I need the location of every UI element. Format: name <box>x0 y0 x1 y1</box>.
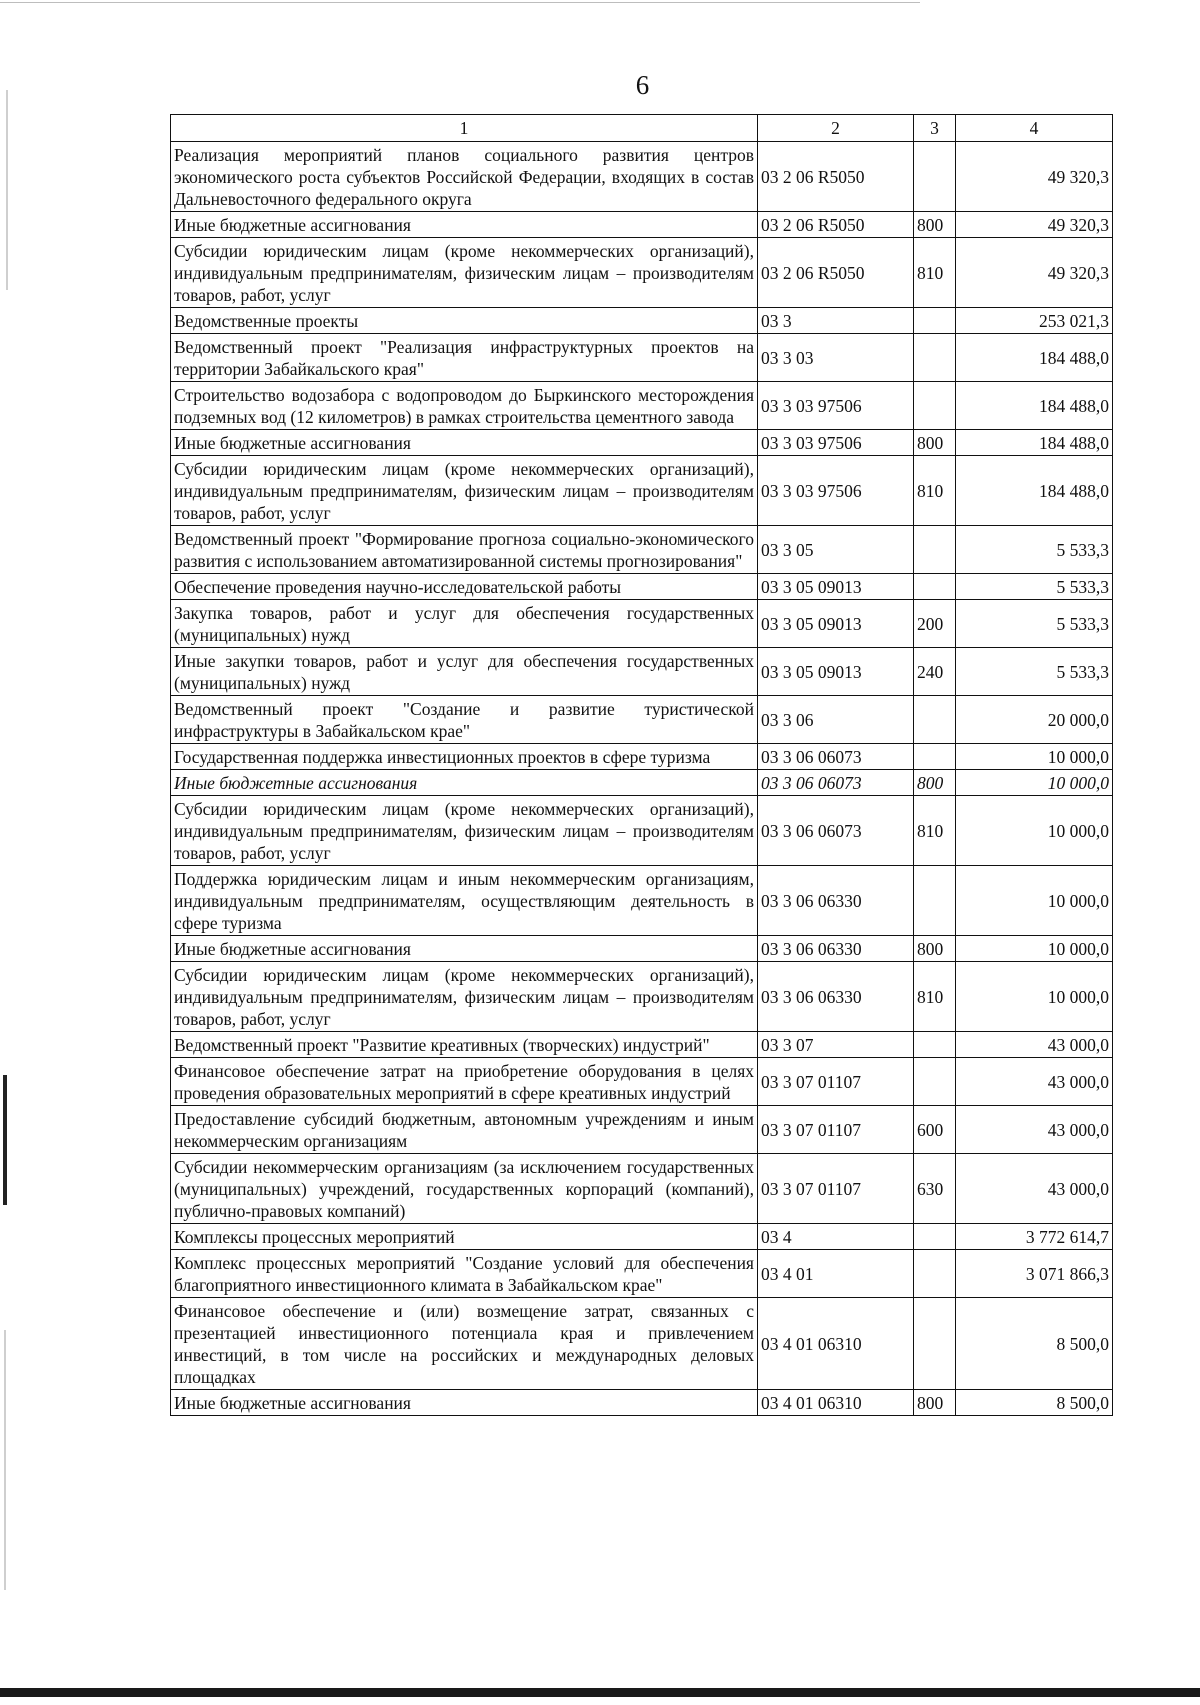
scan-edge-mark <box>6 90 8 290</box>
row-type-cell: 800 <box>914 430 956 456</box>
row-code-cell: 03 3 06 <box>758 696 914 744</box>
table-row <box>171 334 1113 382</box>
row-amount-cell: 253 021,3 <box>956 308 1113 334</box>
table-row <box>171 936 1113 962</box>
row-name-cell: Обеспечение проведения научно-исследовательской работы <box>171 574 758 600</box>
scan-top-rule <box>0 2 920 3</box>
row-type-cell: 800 <box>914 936 956 962</box>
row-type-cell <box>914 1250 956 1298</box>
row-name-cell: Иные бюджетные ассигнования <box>171 936 758 962</box>
row-type-cell <box>914 382 956 430</box>
row-amount-cell: 184 488,0 <box>956 430 1113 456</box>
row-amount-cell: 49 320,3 <box>956 212 1113 238</box>
row-code-cell: 03 3 06 06073 <box>758 796 914 866</box>
row-type-cell <box>914 574 956 600</box>
row-name-cell: Закупка товаров, работ и услуг для обеспечения государственных (муниципальных) нужд <box>171 600 758 648</box>
table-row <box>171 866 1113 936</box>
table-row <box>171 600 1113 648</box>
scan-bottom-edge <box>0 1688 1200 1697</box>
row-name-cell: Ведомственный проект "Развитие креативных (творческих) индустрий" <box>171 1032 758 1058</box>
page-number: 6 <box>635 70 650 100</box>
row-type-cell: 810 <box>914 962 956 1032</box>
row-type-cell: 800 <box>914 1390 956 1416</box>
row-type-cell <box>914 1298 956 1390</box>
row-amount-cell: 10 000,0 <box>956 962 1113 1032</box>
table-row <box>171 1224 1113 1250</box>
row-code-cell: 03 3 06 06073 <box>758 744 914 770</box>
row-name-cell: Комплекс процессных мероприятий "Создание условий для обеспечения благоприятного инвестиционного климата в Забайкальском крае" <box>171 1250 758 1298</box>
row-amount-cell: 184 488,0 <box>956 382 1113 430</box>
table-body <box>171 142 1113 1416</box>
row-type-cell: 810 <box>914 238 956 308</box>
row-name-cell: Финансовое обеспечение затрат на приобретение оборудования в целях проведения образовательных мероприятий в сфере креативных индустрий <box>171 1058 758 1106</box>
row-name-cell: Ведомственный проект "Реализация инфраструктурных проектов на территории Забайкальского края" <box>171 334 758 382</box>
row-amount-cell: 43 000,0 <box>956 1106 1113 1154</box>
row-code-cell: 03 3 05 09013 <box>758 600 914 648</box>
row-amount-cell: 10 000,0 <box>956 796 1113 866</box>
row-name-cell: Предоставление субсидий бюджетным, автономным учреждениям и иным некоммерческим организациям <box>171 1106 758 1154</box>
table-header-row <box>171 115 1113 142</box>
row-type-cell <box>914 744 956 770</box>
row-type-cell <box>914 308 956 334</box>
row-code-cell: 03 4 01 06310 <box>758 1390 914 1416</box>
row-amount-cell: 5 533,3 <box>956 526 1113 574</box>
row-name-cell: Субсидии юридическим лицам (кроме некоммерческих организаций), индивидуальным предпринимателям, физическим лицам – производителям товаров, работ, услуг <box>171 962 758 1032</box>
table-row <box>171 142 1113 212</box>
row-type-cell: 200 <box>914 600 956 648</box>
table-row <box>171 1032 1113 1058</box>
row-code-cell: 03 3 06 06330 <box>758 962 914 1032</box>
row-type-cell <box>914 1032 956 1058</box>
row-type-cell: 630 <box>914 1154 956 1224</box>
row-amount-cell: 49 320,3 <box>956 142 1113 212</box>
row-type-cell <box>914 1058 956 1106</box>
column-header-code: 2 <box>758 115 914 142</box>
row-code-cell: 03 3 06 06330 <box>758 936 914 962</box>
table-row <box>171 1154 1113 1224</box>
row-code-cell: 03 2 06 R5050 <box>758 142 914 212</box>
row-code-cell: 03 3 <box>758 308 914 334</box>
row-name-cell: Реализация мероприятий планов социального развития центров экономического роста субъектов Российской Федерации, входящих в состав Дальневосточного федерального округа <box>171 142 758 212</box>
row-name-cell: Государственная поддержка инвестиционных проектов в сфере туризма <box>171 744 758 770</box>
row-type-cell <box>914 334 956 382</box>
table-row <box>171 962 1113 1032</box>
row-amount-cell: 43 000,0 <box>956 1058 1113 1106</box>
table-row <box>171 382 1113 430</box>
column-header-name: 1 <box>171 115 758 142</box>
row-type-cell: 800 <box>914 212 956 238</box>
row-name-cell: Комплексы процессных мероприятий <box>171 1224 758 1250</box>
table-row <box>171 238 1113 308</box>
scan-edge-mark <box>4 1330 6 1590</box>
table-row <box>171 1298 1113 1390</box>
row-name-cell: Иные бюджетные ассигнования <box>171 430 758 456</box>
row-code-cell: 03 3 03 97506 <box>758 456 914 526</box>
row-amount-cell: 10 000,0 <box>956 936 1113 962</box>
table-row <box>171 744 1113 770</box>
table-row <box>171 212 1113 238</box>
table-row <box>171 796 1113 866</box>
row-name-cell: Субсидии некоммерческим организациям (за исключением государственных (муниципальных) учреждений, государственных корпораций (компаний), публично-правовых компаний) <box>171 1154 758 1224</box>
column-header-amount: 4 <box>956 115 1113 142</box>
table-row <box>171 648 1113 696</box>
row-amount-cell: 3 071 866,3 <box>956 1250 1113 1298</box>
row-code-cell: 03 4 <box>758 1224 914 1250</box>
row-code-cell: 03 3 07 01107 <box>758 1154 914 1224</box>
row-code-cell: 03 3 06 06330 <box>758 866 914 936</box>
row-type-cell <box>914 526 956 574</box>
row-amount-cell: 8 500,0 <box>956 1298 1113 1390</box>
row-amount-cell: 3 772 614,7 <box>956 1224 1113 1250</box>
row-name-cell: Субсидии юридическим лицам (кроме некоммерческих организаций), индивидуальным предпринимателям, физическим лицам – производителям товаров, работ, услуг <box>171 456 758 526</box>
column-header-type: 3 <box>914 115 956 142</box>
row-type-cell: 810 <box>914 456 956 526</box>
row-name-cell: Субсидии юридическим лицам (кроме некоммерческих организаций), индивидуальным предпринимателям, физическим лицам – производителям товаров, работ, услуг <box>171 238 758 308</box>
table-row <box>171 696 1113 744</box>
budget-table <box>170 114 1113 1416</box>
row-amount-cell: 43 000,0 <box>956 1032 1113 1058</box>
row-amount-cell: 10 000,0 <box>956 770 1113 796</box>
row-type-cell: 810 <box>914 796 956 866</box>
row-type-cell: 600 <box>914 1106 956 1154</box>
table-row <box>171 1250 1113 1298</box>
row-name-cell: Поддержка юридическим лицам и иным некоммерческим организациям, индивидуальным предпринимателям, осуществляющим деятельность в сфере туризма <box>171 866 758 936</box>
table-row <box>171 574 1113 600</box>
row-code-cell: 03 3 07 01107 <box>758 1058 914 1106</box>
row-amount-cell: 10 000,0 <box>956 866 1113 936</box>
row-amount-cell: 5 533,3 <box>956 648 1113 696</box>
row-name-cell: Ведомственные проекты <box>171 308 758 334</box>
table-row <box>171 770 1113 796</box>
row-code-cell: 03 3 07 <box>758 1032 914 1058</box>
row-name-cell: Иные бюджетные ассигнования <box>171 1390 758 1416</box>
row-type-cell <box>914 866 956 936</box>
row-name-cell: Строительство водозабора с водопроводом до Быркинского месторождения подземных вод (12 километров) в рамках строительства цементного завода <box>171 382 758 430</box>
row-code-cell: 03 2 06 R5050 <box>758 212 914 238</box>
row-amount-cell: 184 488,0 <box>956 334 1113 382</box>
row-name-cell: Субсидии юридическим лицам (кроме некоммерческих организаций), индивидуальным предпринимателям, физическим лицам – производителям товаров, работ, услуг <box>171 796 758 866</box>
table-row <box>171 308 1113 334</box>
row-type-cell: 800 <box>914 770 956 796</box>
row-name-cell: Иные бюджетные ассигнования <box>171 770 758 796</box>
row-code-cell: 03 4 01 <box>758 1250 914 1298</box>
row-code-cell: 03 3 05 09013 <box>758 574 914 600</box>
row-amount-cell: 184 488,0 <box>956 456 1113 526</box>
table-row <box>171 1058 1113 1106</box>
row-amount-cell: 20 000,0 <box>956 696 1113 744</box>
scan-edge-mark <box>3 1075 7 1205</box>
row-code-cell: 03 2 06 R5050 <box>758 238 914 308</box>
row-name-cell: Иные бюджетные ассигнования <box>171 212 758 238</box>
table-row <box>171 1390 1113 1416</box>
row-amount-cell: 5 533,3 <box>956 600 1113 648</box>
row-name-cell: Финансовое обеспечение и (или) возмещение затрат, связанных с презентацией инвестиционного потенциала края и привлечением инвестиций, в том числе на российских и международных деловых площадках <box>171 1298 758 1390</box>
row-type-cell <box>914 1224 956 1250</box>
row-amount-cell: 5 533,3 <box>956 574 1113 600</box>
row-type-cell <box>914 696 956 744</box>
row-code-cell: 03 3 03 97506 <box>758 430 914 456</box>
table-row <box>171 430 1113 456</box>
row-amount-cell: 43 000,0 <box>956 1154 1113 1224</box>
row-type-cell <box>914 142 956 212</box>
row-code-cell: 03 3 03 97506 <box>758 382 914 430</box>
table-row <box>171 526 1113 574</box>
row-code-cell: 03 3 07 01107 <box>758 1106 914 1154</box>
row-amount-cell: 49 320,3 <box>956 238 1113 308</box>
row-code-cell: 03 3 06 06073 <box>758 770 914 796</box>
row-code-cell: 03 4 01 06310 <box>758 1298 914 1390</box>
row-name-cell: Ведомственный проект "Создание и развитие туристической инфраструктуры в Забайкальском крае" <box>171 696 758 744</box>
row-amount-cell: 10 000,0 <box>956 744 1113 770</box>
row-code-cell: 03 3 05 <box>758 526 914 574</box>
table-row <box>171 1106 1113 1154</box>
row-name-cell: Иные закупки товаров, работ и услуг для обеспечения государственных (муниципальных) нужд <box>171 648 758 696</box>
table-row <box>171 456 1113 526</box>
row-code-cell: 03 3 05 09013 <box>758 648 914 696</box>
row-amount-cell: 8 500,0 <box>956 1390 1113 1416</box>
row-name-cell: Ведомственный проект "Формирование прогноза социально-экономического развития с использованием автоматизированной системы прогнозирования" <box>171 526 758 574</box>
row-code-cell: 03 3 03 <box>758 334 914 382</box>
row-type-cell: 240 <box>914 648 956 696</box>
